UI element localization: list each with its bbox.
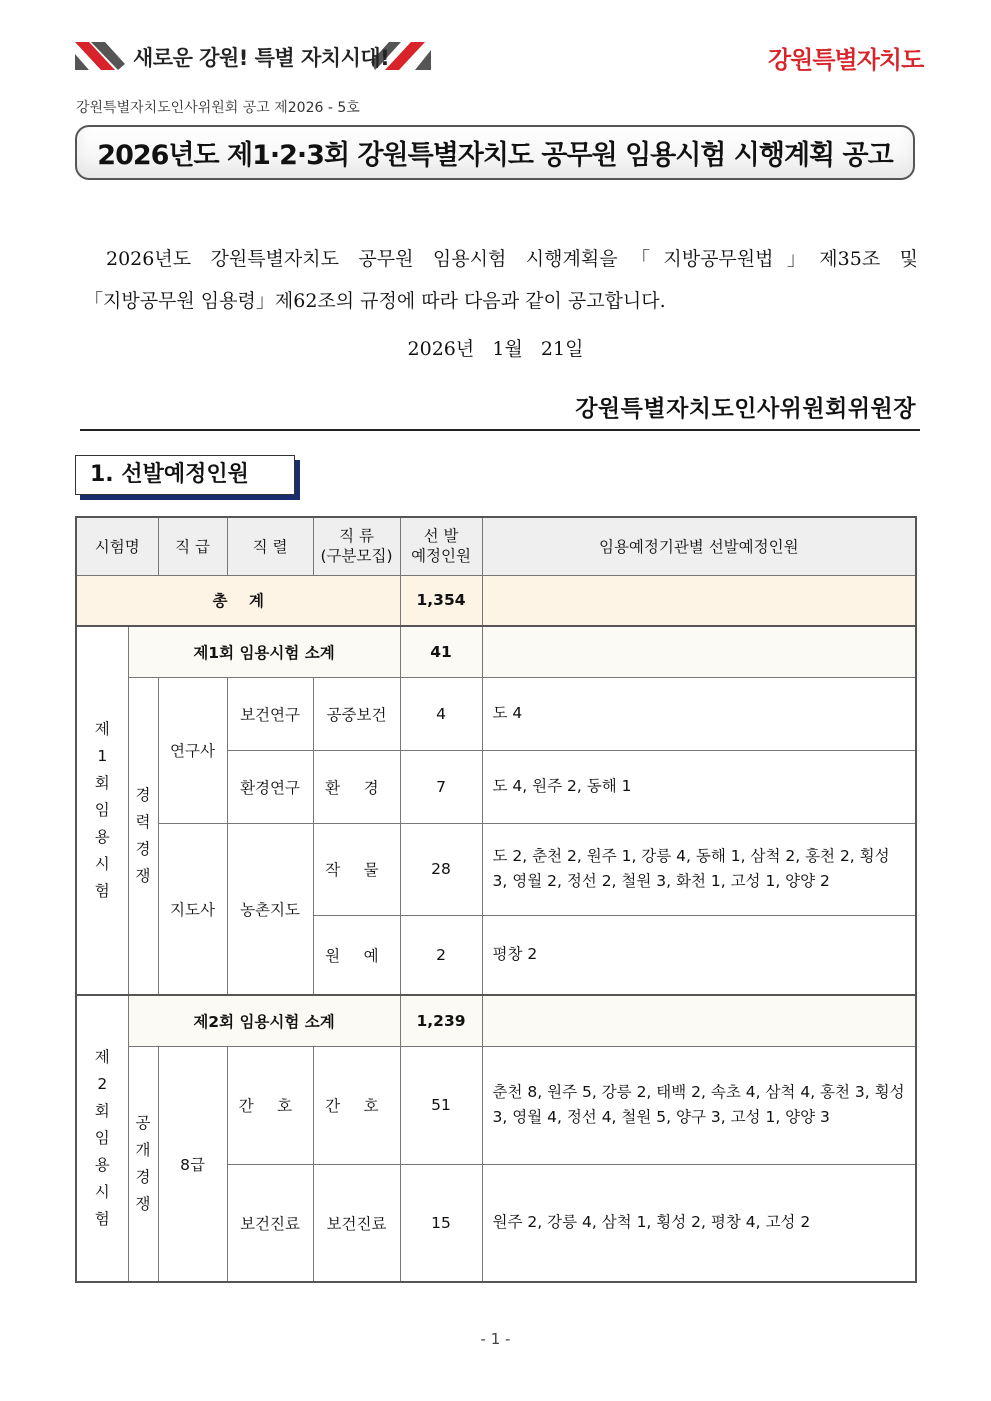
exam1-grade-2: 지도사 [158, 823, 227, 995]
page-title: 2026년도 제1·2·3회 강원특별자치도 공무원 임용시험 시행계획 공고 [97, 140, 893, 171]
divider [80, 429, 920, 431]
slogan-text: 새로운 강원! 특별 자치시대! [133, 46, 390, 70]
exam2-count-2: 15 [400, 1164, 482, 1282]
exam2-series-2: 보건진료 [227, 1164, 313, 1282]
header-grade: 직 급 [158, 517, 227, 575]
selection-table [75, 516, 917, 1283]
exam2-type [128, 1046, 158, 1282]
exam1-dist-1: 도 4 [482, 677, 916, 750]
total-count: 1,354 [400, 575, 482, 626]
header-count-top: 선 발 [423, 527, 459, 546]
exam1-series-1: 보건연구 [227, 677, 313, 750]
table-row [76, 677, 916, 750]
slogan-banner [75, 40, 431, 72]
notice-date: 2026년 1월 21일 [407, 338, 584, 360]
exam1-subtotal-label: 제1회 임용시험 소계 [128, 626, 400, 677]
exam1-class-2: 환 경 [313, 750, 400, 823]
table-row [76, 1046, 916, 1164]
exam2-count-1: 51 [400, 1046, 482, 1164]
intro-paragraph [84, 238, 918, 322]
notice-number: 강원특별자치도인사위원회 공고 제2026 - 5호 [76, 100, 360, 116]
exam2-series-1: 간 호 [227, 1046, 313, 1164]
exam2-dist-1: 춘천 8, 원주 5, 강릉 2, 태백 2, 속초 4, 삼척 4, 홍천 3, 횡성 3, 영월 4, 정선 4, 철원 5, 양구 3, 고성 1, 양양 3 [482, 1046, 916, 1164]
title-banner [75, 125, 915, 180]
brand-logo: 강원특별자치도 [768, 46, 924, 74]
exam2-class-1: 간 호 [313, 1046, 400, 1164]
intro-line-2: 「지방공무원 임용령」제62조의 규정에 따라 다음과 같이 공고합니다. [84, 290, 666, 312]
exam2-grade: 8급 [158, 1046, 227, 1282]
header-distribution: 임용예정기관별 선발예정인원 [482, 517, 916, 575]
exam2-subtotal-dist [482, 995, 916, 1046]
exam2-name-text: 제2회 임용시험 [94, 1048, 110, 1228]
signer: 강원특별자치도인사위원회위원장 [575, 395, 916, 422]
exam2-subtotal-label: 제2회 임용시험 소계 [128, 995, 400, 1046]
exam2-type-text: 공개경쟁 [135, 1113, 151, 1213]
header-count-bottom: 예정인원 [411, 547, 471, 566]
table-row [76, 823, 916, 915]
exam1-subtotal-dist [482, 626, 916, 677]
exam2-subtotal: 1,239 [400, 995, 482, 1046]
exam1-subtotal: 41 [400, 626, 482, 677]
page-number: - 1 - [480, 1330, 511, 1348]
exam2-name [76, 995, 128, 1282]
header-class-bottom: (구분모집) [320, 547, 393, 566]
total-dist [482, 575, 916, 626]
exam1-series-3: 농촌지도 [227, 823, 313, 995]
exam1-class-1: 공중보건 [313, 677, 400, 750]
exam1-count-1: 4 [400, 677, 482, 750]
total-row [76, 575, 916, 626]
exam1-count-2: 7 [400, 750, 482, 823]
header-series: 직 렬 [227, 517, 313, 575]
header-count [400, 517, 482, 575]
table-header-row [76, 517, 916, 575]
header-class [313, 517, 400, 575]
header-class-top: 직 류 [339, 527, 374, 546]
exam1-count-3: 28 [400, 823, 482, 915]
exam2-dist-2: 원주 2, 강릉 4, 삼척 1, 횡성 2, 평창 4, 고성 2 [482, 1164, 916, 1282]
exam1-dist-4: 평창 2 [482, 915, 916, 995]
exam1-type-text: 경력경쟁 [135, 785, 151, 885]
exam1-class-4: 원 예 [313, 915, 400, 995]
intro-line-1: 2026년도 강원특별자치도 공무원 임용시험 시행계획을「지방공무원법」제35조 및 [106, 248, 918, 270]
exam1-dist-3: 도 2, 춘천 2, 원주 1, 강릉 4, 동해 1, 삼척 2, 홍천 2, 횡성 3, 영월 2, 정선 2, 철원 3, 화천 1, 고성 1, 양양 2 [482, 823, 916, 915]
exam1-name-text: 제1회 임용시험 [94, 720, 110, 900]
exam2-class-2: 보건진료 [313, 1164, 400, 1282]
exam1-series-2: 환경연구 [227, 750, 313, 823]
total-label: 총 계 [76, 575, 400, 626]
exam1-dist-2: 도 4, 원주 2, 동해 1 [482, 750, 916, 823]
exam1-grade-1: 연구사 [158, 677, 227, 823]
section-heading: 1. 선발예정인원 [75, 455, 295, 495]
exam1-subtotal-row [76, 626, 916, 677]
exam1-name [76, 626, 128, 995]
exam1-count-4: 2 [400, 915, 482, 995]
exam1-class-3: 작 물 [313, 823, 400, 915]
exam1-type [128, 677, 158, 995]
exam2-subtotal-row [76, 995, 916, 1046]
header-exam: 시험명 [76, 517, 158, 575]
